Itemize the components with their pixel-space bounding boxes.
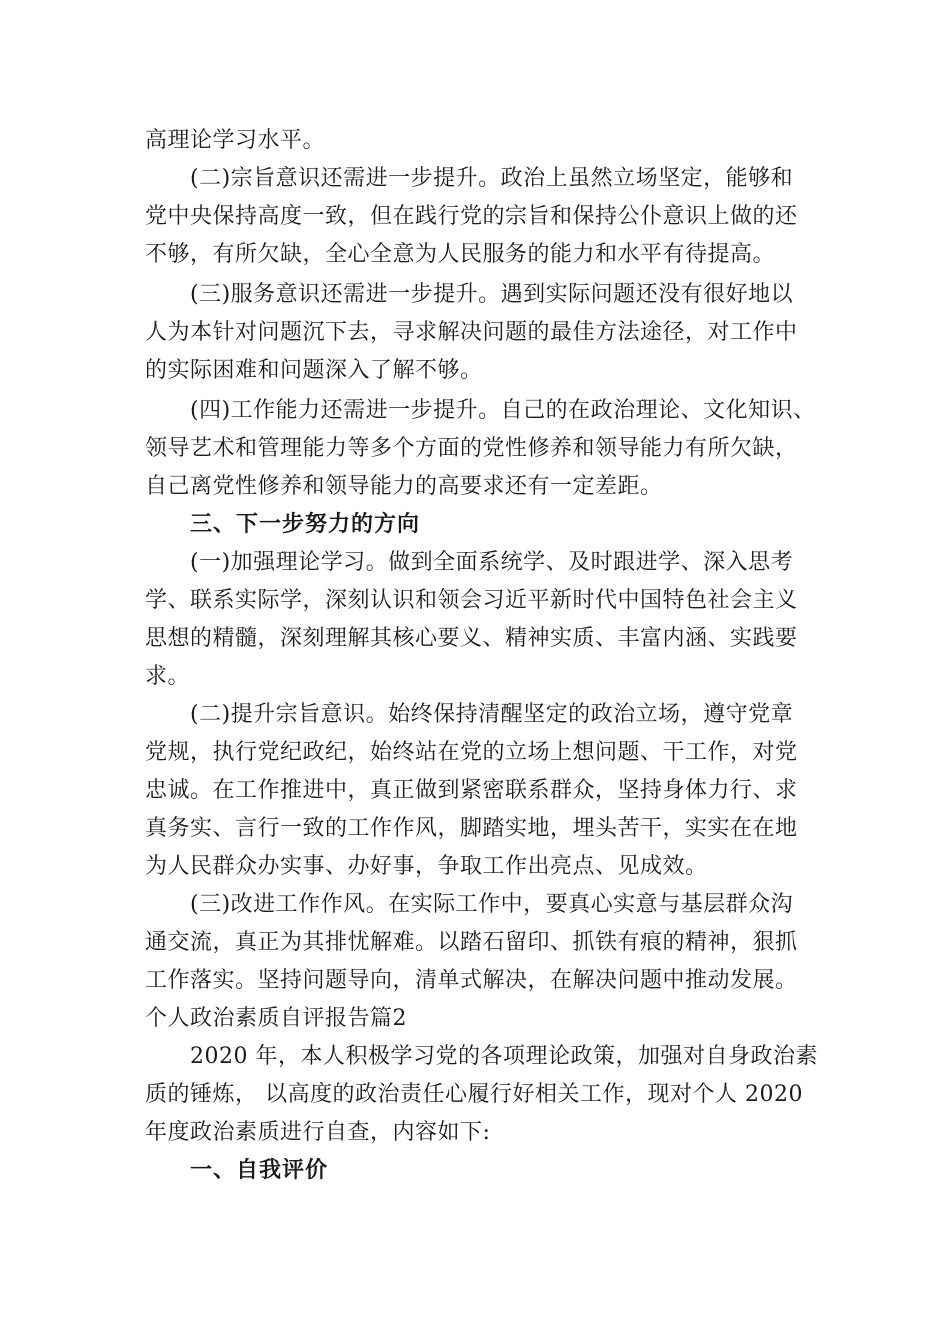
paragraph-first-line: (二)提升宗旨意识。始终保持清醒坚定的政治立场，遵守党章 bbox=[190, 702, 794, 727]
body-text-line: 质的锤炼， 以高度的政治责任心履行好相关工作，现对个人 2020 bbox=[145, 1082, 803, 1107]
paragraph-first-line: (三)服务意识还需进一步提升。遇到实际问题还没有很好地以 bbox=[190, 282, 794, 307]
body-text-line: 高理论学习水平。 bbox=[145, 128, 326, 153]
body-text-line: 工作落实。坚持问题导向，清单式解决，在解决问题中推动发展。 bbox=[145, 968, 798, 993]
section-heading: 一、自我评价 bbox=[190, 1158, 329, 1183]
paragraph-first-line: (四)工作能力还需进一步提升。自己的在政治理论、文化知识、 bbox=[190, 398, 816, 423]
body-text-line: 不够，有所欠缺，全心全意为人民服务的能力和水平有待提高。 bbox=[145, 242, 776, 267]
body-text-line: 为人民群众办实事、办好事，争取工作出亮点、见成效。 bbox=[145, 854, 708, 879]
subtitle-line: 个人政治素质自评报告篇2 bbox=[145, 1006, 407, 1031]
body-text-line: 年度政治素质进行自查，内容如下: bbox=[145, 1120, 491, 1145]
body-text-line: 自己离党性修养和领导能力的高要求还有一定差距。 bbox=[145, 474, 663, 499]
paragraph-first-line: (一)加强理论学习。做到全面系统学、及时跟进学、深入思考 bbox=[190, 550, 794, 575]
paragraph-first-line: (三)改进工作作风。在实际工作中，要真心实意与基层群众沟 bbox=[190, 892, 794, 917]
body-text-line: 真务实、言行一致的工作作风，脚踏实地，埋头苦干，实实在在地 bbox=[145, 816, 798, 841]
section-heading: 三、下一步努力的方向 bbox=[190, 512, 421, 537]
body-text-line: 党规，执行党纪政纪，始终站在党的立场上想问题、干工作，对党 bbox=[145, 740, 798, 765]
body-text-line: 思想的精髓，深刻理解其核心要义、精神实质、丰富内涵、实践要 bbox=[145, 626, 798, 651]
body-text-line: 人为本针对问题沉下去，寻求解决问题的最佳方法途径，对工作中 bbox=[145, 320, 798, 345]
body-text-line: 学、联系实际学，深刻认识和领会习近平新时代中国特色社会主义 bbox=[145, 588, 798, 613]
paragraph-first-line: (二)宗旨意识还需进一步提升。政治上虽然立场坚定，能够和 bbox=[190, 166, 794, 191]
body-text-line: 的实际困难和问题深入了解不够。 bbox=[145, 358, 483, 383]
body-text-line: 通交流，真正为其排忧解难。以踏石留印、抓铁有痕的精神，狠抓 bbox=[145, 930, 798, 955]
body-text-line: 领导艺术和管理能力等多个方面的党性修养和领导能力有所欠缺， bbox=[145, 436, 798, 461]
paragraph-first-line: 2020 年，本人积极学习党的各项理论政策，加强对自身政治素 bbox=[190, 1044, 818, 1069]
body-text-line: 求。 bbox=[145, 664, 191, 689]
body-text-line: 党中央保持高度一致，但在践行党的宗旨和保持公仆意识上做的还 bbox=[145, 204, 798, 229]
body-text-line: 忠诚。在工作推进中，真正做到紧密联系群众，坚持身体力行、求 bbox=[145, 778, 798, 803]
